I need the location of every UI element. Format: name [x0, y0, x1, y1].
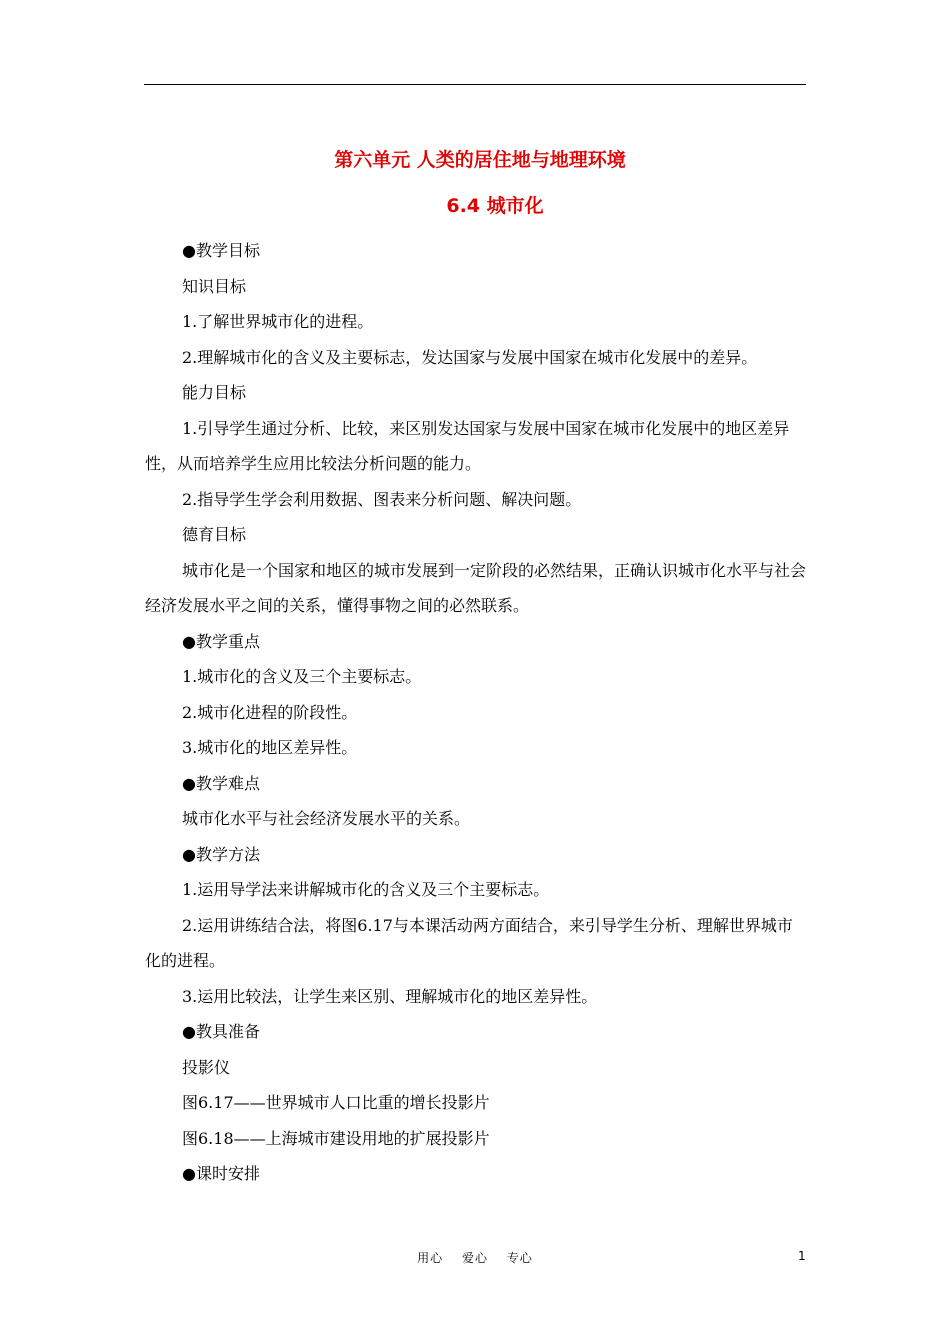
- document-body: [145, 233, 807, 1192]
- paragraph: 2.城市化进程的阶段性。: [182, 702, 358, 722]
- paragraph: 2.理解城市化的含义及主要标志，发达国家与发展中国家在城市化发展中的差异。: [182, 347, 758, 367]
- paragraph: 2.指导学生学会利用数据、图表来分析问题、解决问题。: [182, 489, 582, 509]
- page-footer: [0, 1249, 950, 1266]
- heading-teaching-methods: ●教学方法: [182, 844, 260, 864]
- paragraph: 城市化是一个国家和地区的城市发展到一定阶段的必然结果，正确认识城市化水平与社会经济发展水平之间的关系，懂得事物之间的必然联系。: [145, 560, 807, 615]
- heading-schedule: ●课时安排: [182, 1164, 260, 1183]
- heading-teaching-aids: ●教具准备: [182, 1022, 260, 1041]
- section-title: 6.4 城市化: [446, 195, 544, 217]
- paragraph: 图6.18——上海城市建设用地的扩展投影片: [182, 1128, 490, 1148]
- page-number: 1: [798, 1249, 806, 1263]
- heading-difficulties: ●教学难点: [182, 773, 260, 793]
- paragraph: 3.城市化的地区差异性。: [182, 738, 358, 757]
- paragraph: 1.引导学生通过分析、比较，来区别发达国家与发展中国家在城市化发展中的地区差异性，从而培养学生应用比较法分析问题的能力。: [145, 418, 790, 473]
- heading-teaching-goals: ●教学目标: [182, 241, 260, 260]
- subheading-ability-goals: 能力目标: [182, 383, 247, 402]
- subheading-moral-goals: 德育目标: [182, 525, 247, 544]
- subheading-knowledge-goals: 知识目标: [182, 276, 247, 296]
- heading-key-points: ●教学重点: [182, 631, 260, 651]
- paragraph: 投影仪: [182, 1057, 231, 1077]
- paragraph: 城市化水平与社会经济发展水平的关系。: [182, 809, 471, 828]
- paragraph: 1.运用导学法来讲解城市化的含义及三个主要标志。: [182, 880, 550, 899]
- document-title: 第六单元 人类的居住地与地理环境: [334, 149, 626, 171]
- paragraph: 1.城市化的含义及三个主要标志。: [182, 667, 422, 686]
- paragraph: 1.了解世界城市化的进程。: [182, 312, 374, 331]
- paragraph: 图6.17——世界城市人口比重的增长投影片: [182, 1093, 490, 1112]
- paragraph: 2.运用讲练结合法，将图6.17与本课活动两方面结合，来引导学生分析、理解世界城市化的进程。: [145, 915, 793, 970]
- footer-motto: 用心 爱心 专心: [417, 1251, 533, 1265]
- header-rule: [144, 84, 806, 85]
- paragraph: 3.运用比较法，让学生来区别、理解城市化的地区差异性。: [182, 986, 598, 1006]
